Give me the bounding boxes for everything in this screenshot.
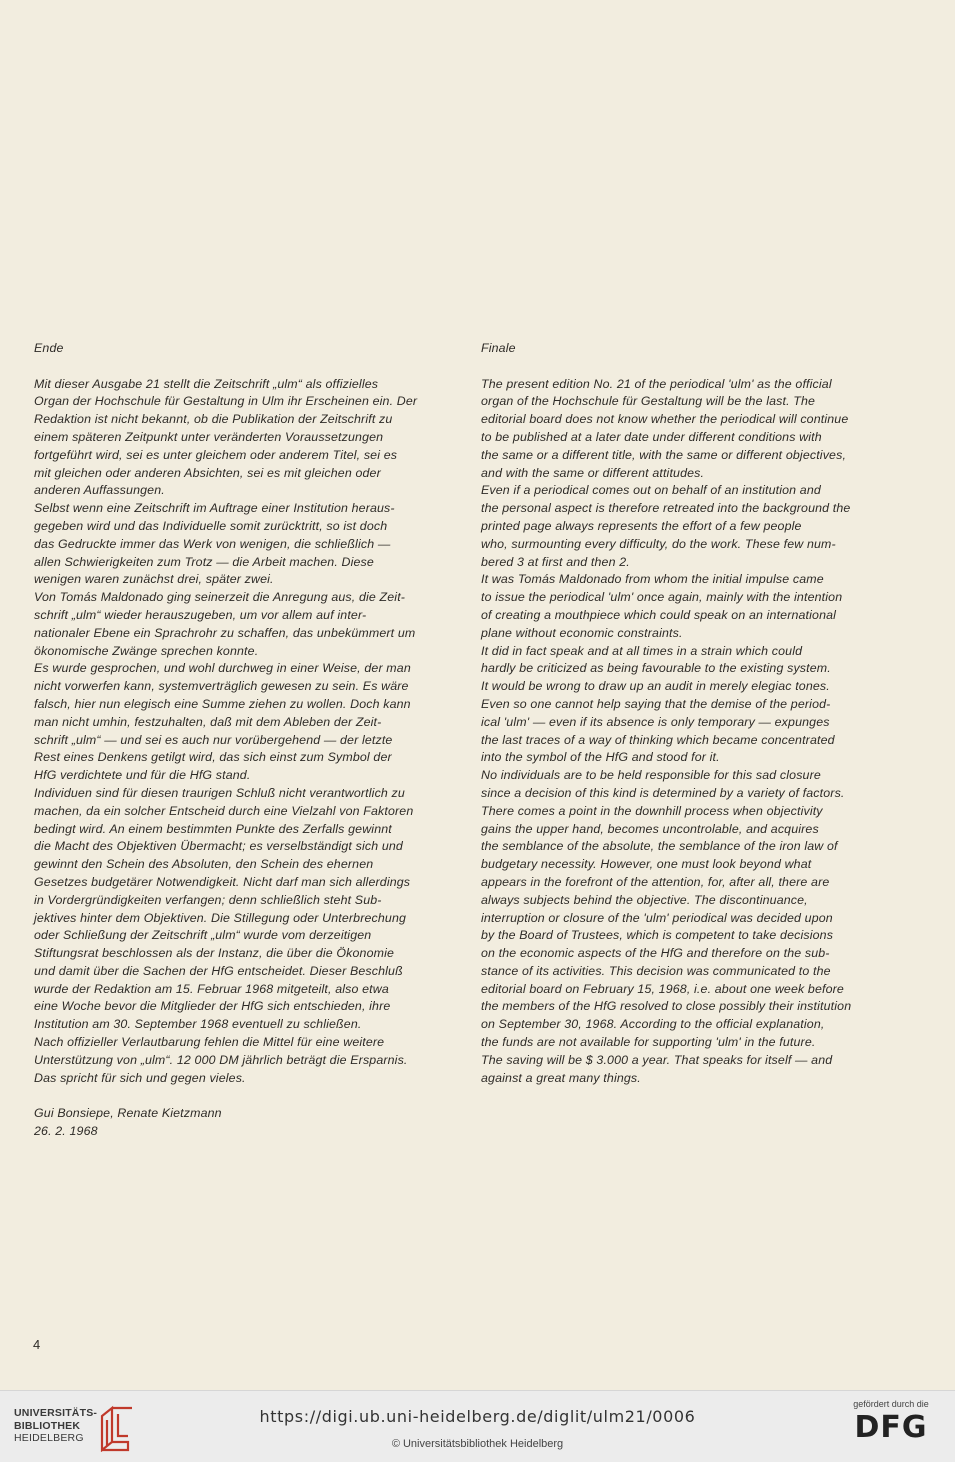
- text-line: mit gleichen oder anderen Absichten, sei es mit gleichen oder: [34, 465, 381, 480]
- text-line: anderen Auffassungen.: [34, 483, 165, 498]
- text-line: to issue the periodical 'ulm' once again, mainly with the intention: [481, 590, 843, 605]
- text-line: Individuen sind für diesen traurigen Schluß nicht verantwortlich zu: [34, 785, 405, 800]
- signature-block: [34, 1105, 466, 1141]
- text-line: Nach offizieller Verlautbarung fehlen die Mittel für eine weitere: [34, 1035, 385, 1050]
- text-line: machen, da ein solcher Entscheid durch eine Vielzahl von Faktoren: [34, 803, 414, 818]
- text-line: fortgeführt wird, sei es unter gleichem oder anderem Titel, sei es: [34, 447, 398, 462]
- german-body: [34, 376, 466, 1088]
- text-line: Even so one cannot help saying that the demise of the period-: [481, 696, 831, 711]
- text-line: and with the same or different attitudes.: [481, 465, 705, 480]
- text-line: in Vordergründigkeiten verfangen; denn schließlich steht Sub-: [34, 892, 382, 907]
- text-line: ökonomische Zwänge sprechen konnte.: [34, 643, 259, 658]
- text-line: wenigen waren zunächst drei, später zwei.: [34, 572, 274, 587]
- text-line: Von Tomás Maldonado ging seinerzeit die Anregung aus, die Zeit-: [34, 590, 406, 605]
- page-number: 4: [33, 1337, 41, 1352]
- text-line: oder Schließung der Zeitschrift „ulm“ wurde vom derzeitigen: [34, 928, 372, 943]
- text-line: organ of the Hochschule für Gestaltung will be the last. The: [481, 394, 816, 409]
- text-line: against a great many things.: [481, 1070, 641, 1085]
- text-line: allen Schwierigkeiten zum Trotz — die Arbeit machen. Diese: [34, 554, 374, 569]
- text-line: einem späteren Zeitpunkt unter veränderten Voraussetzungen: [34, 429, 384, 444]
- text-line: Organ der Hochschule für Gestaltung in Ulm ihr Erscheinen ein. Der: [34, 394, 418, 409]
- text-line: man nicht umhin, festzuhalten, daß mit dem Ableben der Zeit-: [34, 714, 382, 729]
- dfg-logo: DFG: [854, 1410, 928, 1445]
- text-line: the same or a different title, with the same or different objectives,: [481, 447, 847, 462]
- text-line: schrift „ulm“ wieder herauszugeben, um vor allem auf inter-: [34, 607, 367, 622]
- text-line: schrift „ulm“ — und sei es auch nur vorübergehend — der letzte: [34, 732, 393, 747]
- dfg-sponsor[interactable]: [845, 1399, 937, 1455]
- copyright-notice: © Universitätsbibliothek Heidelberg: [391, 1438, 564, 1450]
- german-column: [34, 340, 466, 1141]
- text-line: of creating a mouthpiece which could speak on an international: [481, 607, 837, 622]
- text-line: No individuals are to be held responsible for this sad closure: [481, 768, 821, 783]
- text-line: gains the upper hand, becomes uncontrolable, and acquires: [481, 821, 819, 836]
- text-line: Es wurde gesprochen, und wohl durchweg in einer Weise, der man: [34, 661, 411, 676]
- text-line: falsch, hier nun elegisch eine Summe ziehen zu wollen. Doch kann: [34, 696, 411, 711]
- text-line: hardly be criticized as being favourable to the existing system.: [481, 661, 831, 676]
- text-line: bered 3 at first and then 2.: [481, 554, 630, 569]
- text-line: into the symbol of the HfG and stood for it.: [481, 750, 720, 765]
- text-line: It was Tomás Maldonado from whom the initial impulse came: [481, 572, 824, 587]
- text-line: It did in fact speak and at all times in a strain which could: [481, 643, 803, 658]
- text-line: Selbst wenn eine Zeitschrift im Auftrage einer Institution heraus-: [34, 501, 395, 516]
- english-column: [481, 340, 913, 1087]
- text-line: nicht vorwerfen kann, systemverträglich gewesen zu sein. Es wäre: [34, 679, 409, 694]
- permalink-url[interactable]: https://digi.ub.uni-heidelberg.de/diglit/ulm21/0006: [259, 1407, 696, 1426]
- logo-line-2: BIBLIOTHEK: [14, 1419, 81, 1432]
- sponsor-label: gefördert durch die: [853, 1399, 929, 1409]
- text-line: The saving will be $ 3.000 a year. That speaks for itself — and: [481, 1052, 833, 1067]
- text-line: nationaler Ebene ein Sprachrohr zu schaffen, das unbekümmert um: [34, 625, 416, 640]
- text-line: jektives hinter dem Objektiven. Die Stillegung oder Unterbrechung: [34, 910, 407, 925]
- text-line: always subjects behind the objective. The discontinuance,: [481, 892, 808, 907]
- text-line: Gesetzes budgetärer Notwendigkeit. Nicht darf man sich allerdings: [34, 874, 411, 889]
- text-line: Stiftungsrat beschlossen als der Instanz, die über die Ökonomie: [34, 946, 395, 961]
- text-line: by the Board of Trustees, which is competent to take decisions: [481, 928, 834, 943]
- text-line: HfG verdichtete und für die HfG stand.: [34, 768, 251, 783]
- text-line: appears in the forefront of the attention, for, after all, there are: [481, 874, 830, 889]
- text-line: who, surmounting every difficulty, do the work. These few num-: [481, 536, 836, 551]
- text-line: eine Woche bevor die Mitglieder der HfG sich entschieden, ihre: [34, 999, 391, 1014]
- text-line: stance of its activities. This decision was communicated to the: [481, 963, 831, 978]
- signature-authors: Gui Bonsiepe, Renate Kietzmann: [34, 1106, 222, 1121]
- text-line: the last traces of a way of thinking which became concentrated: [481, 732, 835, 747]
- text-line: Even if a periodical comes out on behalf of an institution and: [481, 483, 821, 498]
- text-line: gewinnt den Schein des Absoluten, den Schein des ehernen: [34, 857, 374, 872]
- text-line: Rest eines Denkens getilgt wird, das sich einst zum Symbol der: [34, 750, 392, 765]
- logo-line-1: UNIVERSITÄTS-: [14, 1407, 98, 1419]
- text-line: on September 30, 1968. According to the official explanation,: [481, 1017, 825, 1032]
- logo-line-3: HEIDELBERG: [14, 1432, 84, 1444]
- text-line: budgetary necessity. However, one must look beyond what: [481, 857, 812, 872]
- english-body: [481, 376, 913, 1088]
- text-line: It would be wrong to draw up an audit in merely elegiac tones.: [481, 679, 830, 694]
- text-line: Mit dieser Ausgabe 21 stellt die Zeitschrift „ulm“ als offizielles: [34, 376, 379, 391]
- text-line: the members of the HfG resolved to close possibly their institution: [481, 999, 852, 1014]
- text-line: The present edition No. 21 of the periodical 'ulm' as the official: [481, 376, 832, 391]
- text-line: the funds are not available for supporting 'ulm' in the future.: [481, 1035, 816, 1050]
- text-line: interruption or closure of the 'ulm' periodical was decided upon: [481, 910, 833, 925]
- text-line: gegeben wird und das Individuelle somit zurücktritt, so ist doch: [34, 518, 388, 533]
- english-heading: Finale: [481, 341, 516, 355]
- german-heading: Ende: [34, 341, 64, 355]
- text-line: Unterstützung von „ulm“. 12 000 DM jährlich beträgt die Ersparnis.: [34, 1052, 408, 1067]
- text-line: editorial board on February 15, 1968, i.e. about one week before: [481, 981, 844, 996]
- text-line: There comes a point in the downhill process when objectivity: [481, 803, 823, 818]
- text-line: the personal aspect is therefore retreated into the background the: [481, 501, 851, 516]
- text-line: ical 'ulm' — even if its absence is only temporary — expunges: [481, 714, 830, 729]
- signature-date: 26. 2. 1968: [34, 1124, 98, 1139]
- text-line: on the economic aspects of the HfG and therefore on the sub-: [481, 946, 830, 961]
- text-line: und damit über die Sachen der HfG entscheidet. Dieser Beschluß: [34, 963, 403, 978]
- text-line: plane without economic constraints.: [481, 625, 683, 640]
- text-line: editorial board does not know whether the periodical will continue: [481, 412, 849, 427]
- text-line: the semblance of the absolute, the semblance of the iron law of: [481, 839, 838, 854]
- text-line: bedingt wird. An einem bestimmten Punkte des Zerfalls gewinnt: [34, 821, 392, 836]
- text-line: wurde der Redaktion am 15. Februar 1968 mitgeteilt, also etwa: [34, 981, 389, 996]
- text-line: since a decision of this kind is determined by a variety of factors.: [481, 785, 845, 800]
- text-line: die Macht des Objektiven Übermacht; es verselbständigt sich und: [34, 839, 403, 854]
- text-line: das Gedruckte immer das Werk von wenigen, die schließlich —: [34, 536, 391, 551]
- text-line: printed page always represents the effort of a few people: [481, 518, 802, 533]
- text-line: to be published at a later date under different conditions with: [481, 429, 822, 444]
- text-line: Das spricht für sich und gegen vieles.: [34, 1070, 246, 1085]
- viewer-footer: [0, 1390, 955, 1462]
- text-line: Redaktion ist nicht bekannt, ob die Publikation der Zeitschrift zu: [34, 412, 393, 427]
- text-line: Institution am 30. September 1968 eventuell zu schließen.: [34, 1017, 362, 1032]
